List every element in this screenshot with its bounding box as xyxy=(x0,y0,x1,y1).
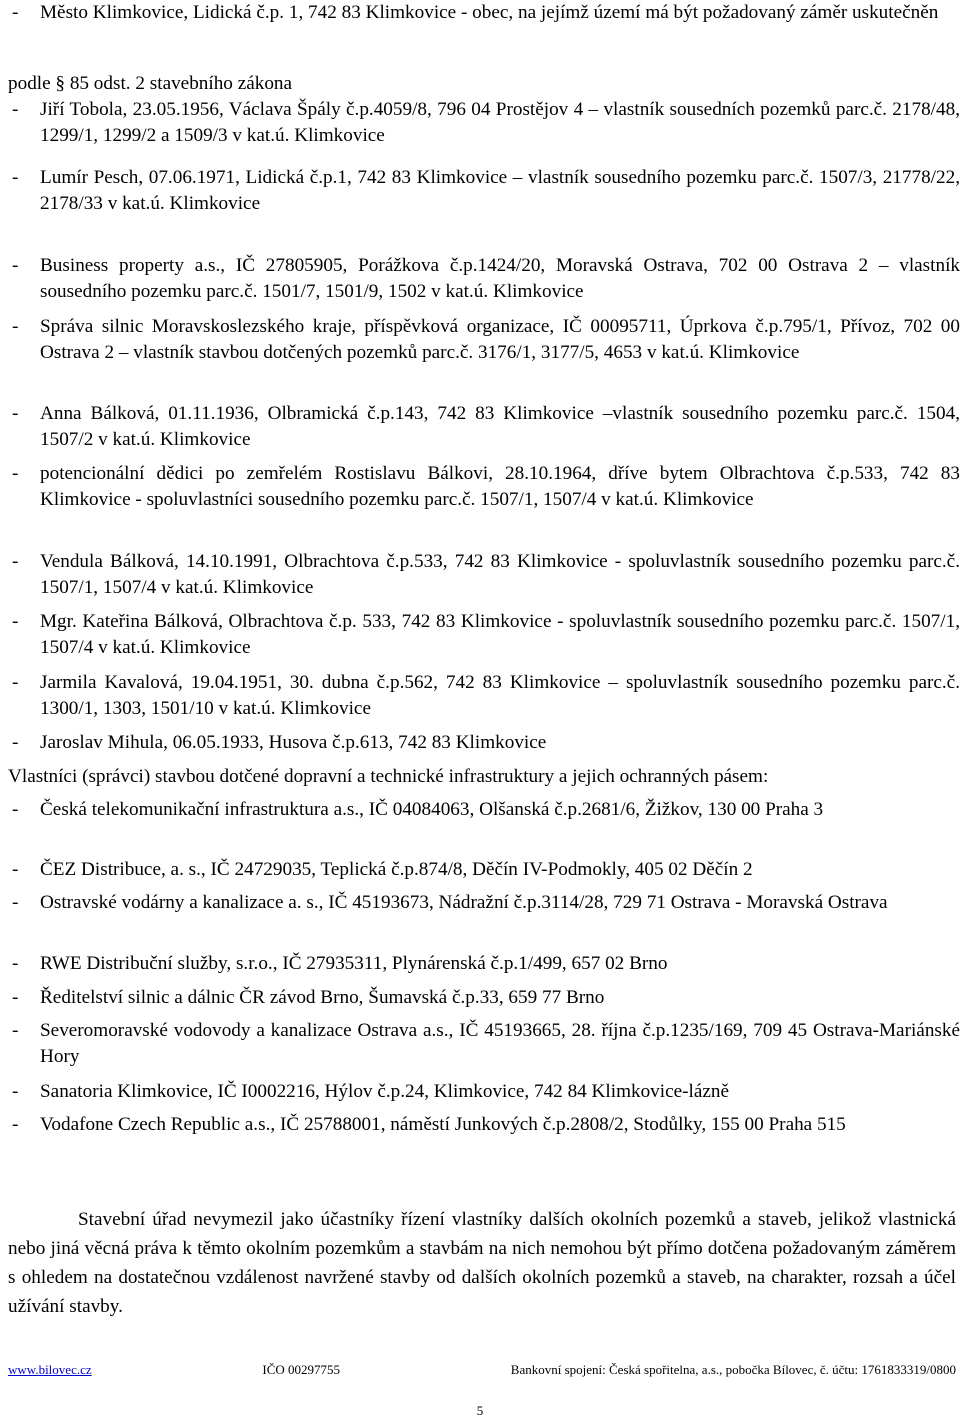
list-dash: - xyxy=(12,732,19,753)
closing-paragraph: Stavební úřad nevymezil jako účastníky řízení vlastníky dalších okolních pozemků a staveb, jelikož vlastnická nebo jiná věcná práva k těmto okolním pozemkům a stavbám na nich nemohou být přímo dotčena požadovaným záměrem s ohledem na dostatečnou vzdálenost navržené stavby od dalších okolních pozemků a staveb, na charakter, rozsah a účel užívání stavby. xyxy=(8,1209,956,1317)
section-label: podle § 85 odst. 2 stavebního zákona xyxy=(8,73,293,94)
list-item-text: Lumír Pesch, 07.06.1971, Lidická č.p.1, 742 83 Klimkovice – vlastník sousedního pozemku parc.č. 1507/3, 21778/22, 2178/33 v kat.ú. Klimkovice xyxy=(40,167,960,214)
list-item xyxy=(0,951,960,977)
list-item xyxy=(0,985,960,1011)
list-item xyxy=(0,1079,960,1105)
section-label: Vlastníci (správci) stavbou dotčené dopravní a technické infrastruktury a jejich ochranných pásem: xyxy=(8,766,769,787)
list-item-text: Jiří Tobola, 23.05.1956, Václava Špály č.p.4059/8, 796 04 Prostějov 4 – vlastník sousedních pozemků parc.č. 2178/48, 1299/1, 1299/2 a 1509/3 v kat.ú. Klimkovice xyxy=(40,99,960,146)
list-dash: - xyxy=(12,2,19,23)
list-item-text: Business property a.s., IČ 27805905, Porážkova č.p.1424/20, Moravská Ostrava, 702 00 Ostrava 2 – vlastník sousedního pozemku parc.č. 1501/7, 1501/9, 1502 v kat.ú. Klimkovice xyxy=(40,255,960,302)
list-dash: - xyxy=(12,255,19,276)
list-dash: - xyxy=(12,953,19,974)
list-item-text: RWE Distribuční služby, s.r.o., IČ 27935311, Plynárenská č.p.1/499, 657 02 Brno xyxy=(40,953,668,974)
list-item xyxy=(0,1112,960,1138)
list-item xyxy=(0,165,960,217)
list-dash: - xyxy=(12,892,19,913)
list-item xyxy=(0,730,960,756)
list-dash: - xyxy=(12,799,19,820)
list-dash: - xyxy=(12,99,19,120)
list-item-text: Ostravské vodárny a kanalizace a. s., IČ 45193673, Nádražní č.p.3114/28, 729 71 Ostrava - Moravská Ostrava xyxy=(40,892,888,913)
list-item-text: Město Klimkovice, Lidická č.p. 1, 742 83 Klimkovice - obec, na jejímž území má být požadovaný záměr uskutečněn xyxy=(40,2,939,23)
list-dash: - xyxy=(12,1081,19,1102)
list-dash: - xyxy=(12,403,19,424)
list-item xyxy=(0,461,960,513)
list-item xyxy=(0,97,960,149)
page-number: 5 xyxy=(476,1403,484,1418)
list-item-text: Ředitelství silnic a dálnic ČR závod Brno, Šumavská č.p.33, 659 77 Brno xyxy=(40,987,605,1008)
list-item-text: Vendula Bálková, 14.10.1991, Olbrachtova č.p.533, 742 83 Klimkovice - spoluvlastník sousedního pozemku parc.č. 1507/1, 1507/4 v kat.ú. Klimkovice xyxy=(40,551,960,598)
list-dash: - xyxy=(12,1020,19,1041)
list-item xyxy=(0,609,960,661)
list-item-text: Anna Bálková, 01.11.1936, Olbramická č.p.143, 742 83 Klimkovice –vlastník sousedního pozemku parc.č. 1504, 1507/2 v kat.ú. Klimkovice xyxy=(40,403,960,450)
list-item-text: Vodafone Czech Republic a.s., IČ 25788001, náměstí Junkových č.p.2808/2, Stodůlky, 155 00 Praha 515 xyxy=(40,1114,846,1135)
list-item-text: Severomoravské vodovody a kanalizace Ostrava a.s., IČ 45193665, 28. října č.p.1235/169, 709 45 Ostrava-Mariánské Hory xyxy=(40,1020,960,1067)
list-dash: - xyxy=(12,463,19,484)
list-item xyxy=(0,1018,960,1070)
list-dash: - xyxy=(12,672,19,693)
page-footer xyxy=(8,1362,956,1378)
list-item xyxy=(0,797,960,823)
list-item-text: Mgr. Kateřina Bálková, Olbrachtova č.p. 533, 742 83 Klimkovice - spoluvlastník sousedního pozemku parc.č. 1507/1, 1507/4 v kat.ú. Klimkovice xyxy=(40,611,960,658)
list-item xyxy=(0,549,960,601)
list-item-text: potencionální dědici po zemřelém Rostislavu Bálkovi, 28.10.1964, dříve bytem Olbrachtova č.p.533, 742 83 Klimkovice - spoluvlastníci sousedního pozemku parc.č. 1507/1, 1507/4 v kat.ú. Klimkovice xyxy=(40,463,960,510)
list-item-text: Jaroslav Mihula, 06.05.1933, Husova č.p.613, 742 83 Klimkovice xyxy=(40,732,547,753)
list-dash: - xyxy=(12,551,19,572)
footer-bank: Bankovní spojení: Česká spořitelna, a.s., pobočka Bílovec, č. účtu: 1761833319/0800 xyxy=(510,1362,956,1377)
list-item xyxy=(0,401,960,453)
list-item-text: Správa silnic Moravskoslezského kraje, příspěvková organizace, IČ 00095711, Úprkova č.p.795/1, Přívoz, 702 00 Ostrava 2 – vlastník stavbou dotčených pozemků parc.č. 3176/1, 3177/5, 4653 v kat.ú. Klimkovice xyxy=(40,316,960,363)
list-item xyxy=(0,253,960,305)
list-item-text: ČEZ Distribuce, a. s., IČ 24729035, Teplická č.p.874/8, Děčín IV-Podmokly, 405 02 Děčín 2 xyxy=(40,859,753,880)
list-item-text: Česká telekomunikační infrastruktura a.s., IČ 04084063, Olšanská č.p.2681/6, Žižkov, 130 00 Praha 3 xyxy=(40,799,824,820)
list-item xyxy=(0,857,960,883)
list-dash: - xyxy=(12,859,19,880)
list-dash: - xyxy=(12,611,19,632)
list-item xyxy=(0,0,960,26)
list-item xyxy=(0,314,960,366)
list-dash: - xyxy=(12,316,19,337)
list-dash: - xyxy=(12,1114,19,1135)
list-item xyxy=(0,670,960,722)
list-item xyxy=(0,890,960,916)
list-item-text: Jarmila Kavalová, 19.04.1951, 30. dubna č.p.562, 742 83 Klimkovice – spoluvlastník sousedního pozemku parc.č. 1300/1, 1303, 1501/10 v kat.ú. Klimkovice xyxy=(40,672,960,719)
list-dash: - xyxy=(12,167,19,188)
list-dash: - xyxy=(12,987,19,1008)
footer-ico: IČO 00297755 xyxy=(262,1362,341,1377)
website-link[interactable]: www.bilovec.cz xyxy=(8,1362,92,1377)
list-item-text: Sanatoria Klimkovice, IČ I0002216, Hýlov č.p.24, Klimkovice, 742 84 Klimkovice-lázně xyxy=(40,1081,730,1102)
